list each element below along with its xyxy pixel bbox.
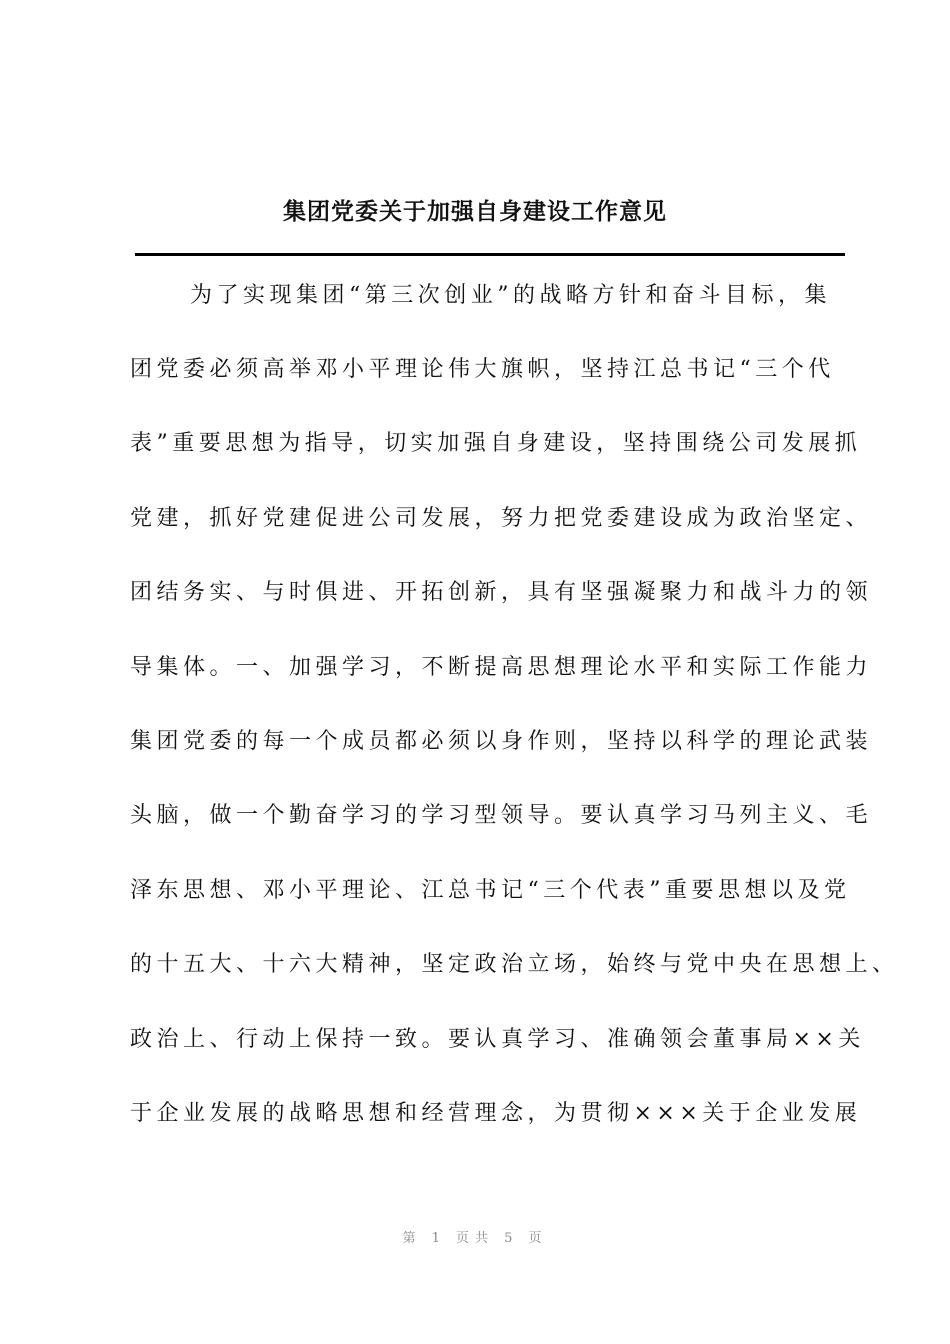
- body-line-9: 泽东思想、邓小平理论、江总书记“三个代表”重要思想以及党: [130, 878, 851, 903]
- body-line-4: 党建，抓好党建促进公司发展，努力把党委建设成为政治坚定、: [130, 506, 873, 531]
- body-line-1: 为了实现集团“第三次创业”的战略方针和奋斗目标，集: [190, 283, 831, 308]
- body-line-6: 导集体。一、加强学习，不断提高思想理论水平和实际工作能力: [130, 655, 873, 680]
- body-line-3: 表”重要思想为指导，切实加强自身建设，坚持围绕公司发展抓: [130, 431, 862, 456]
- body-line-2: 团党委必须高举邓小平理论伟大旗帜，坚持江总书记“三个代: [130, 357, 835, 382]
- body-line-11: 政治上、行动上保持一致。要认真学习、准确领会董事局××关: [130, 1027, 865, 1052]
- page-title: 集团党委关于加强自身建设工作意见: [283, 198, 667, 225]
- page-footer: 第 1 页共 5 页: [402, 1231, 548, 1246]
- body-line-7: 集团党委的每一个成员都必须以身作则，坚持以科学的理论武装: [130, 729, 873, 754]
- body-line-8: 头脑，做一个勤奋学习的学习型领导。要认真学习马列主义、毛: [130, 803, 873, 828]
- body-line-10: 的十五大、十六大精神，坚定政治立场，始终与党中央在思想上、: [130, 952, 899, 977]
- body-line-12: 于企业发展的战略思想和经营理念，为贯彻×××关于企业发展: [130, 1101, 862, 1126]
- title-divider: [135, 253, 845, 256]
- body-line-5: 团结务实、与时俱进、开拓创新，具有坚强凝聚力和战斗力的领: [130, 580, 873, 605]
